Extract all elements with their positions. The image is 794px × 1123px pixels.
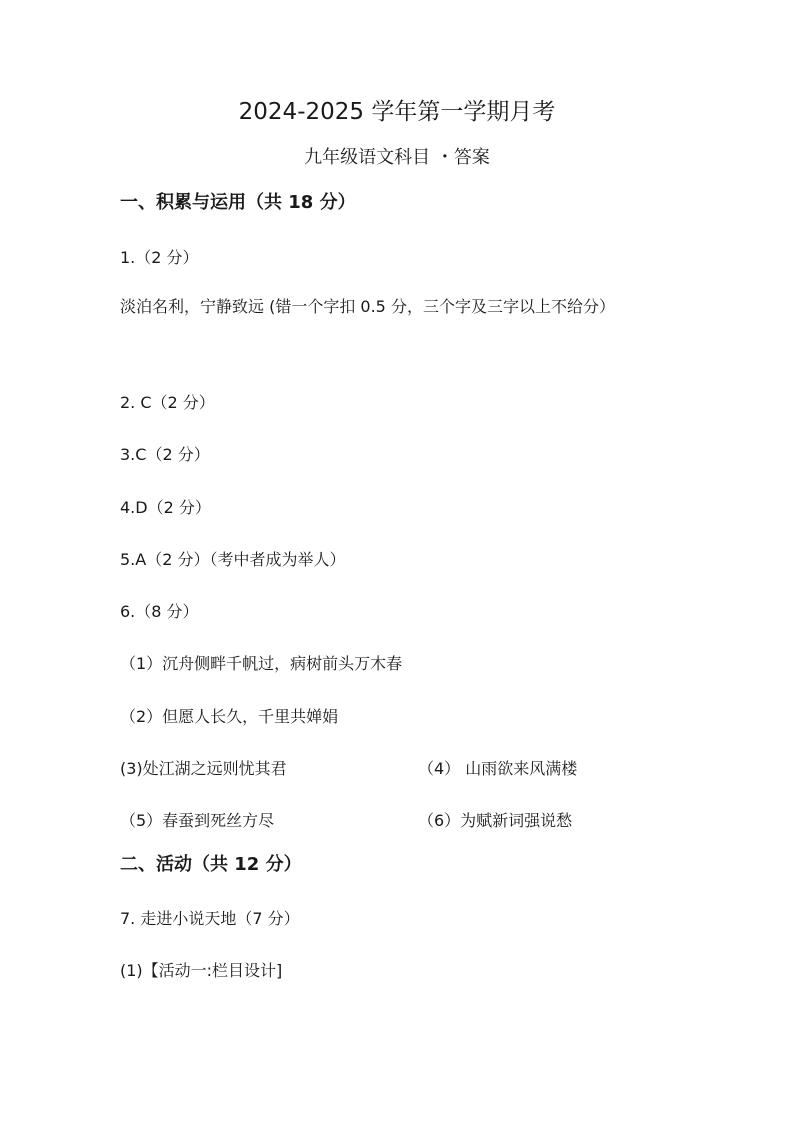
q6-item: （1）沉舟侧畔千帆过，病树前头万木春 <box>120 654 403 673</box>
q6-item: （4） 山雨欲来风满楼 <box>418 759 578 778</box>
q5-answer: 5.A（2 分）（考中者成为举人） <box>120 550 346 569</box>
document-subtitle: 九年级语文科目 ・答案 <box>304 147 490 168</box>
document-title: 2024-2025 学年第一学期月考 <box>238 99 556 125</box>
q1-label: 1.（2 分） <box>120 248 199 267</box>
section-heading-1: 一、积累与运用（共 18 分） <box>120 192 356 213</box>
q1-answer: 淡泊名利，宁静致远 (错一个字扣 0.5 分，三个字及三字以上不给分） <box>120 297 615 316</box>
q2-answer: 2. C（2 分） <box>120 393 215 412</box>
q7-label: 7. 走进小说天地（7 分） <box>120 909 300 928</box>
section-heading-2: 二、活动（共 12 分） <box>120 854 302 875</box>
q6-label: 6.（8 分） <box>120 602 199 621</box>
q6-item: (3)处江湖之远则忧其君 <box>120 759 287 778</box>
q6-item: （2）但愿人长久，千里共婵娟 <box>120 707 339 726</box>
q6-item: （5）春蚕到死丝方尽 <box>120 811 275 830</box>
q6-item: （6）为赋新词强说愁 <box>418 811 573 830</box>
q7-activity-1: (1)【活动一:栏目设计] <box>120 961 283 980</box>
q3-answer: 3.C（2 分） <box>120 445 210 464</box>
q4-answer: 4.D（2 分） <box>120 498 211 517</box>
